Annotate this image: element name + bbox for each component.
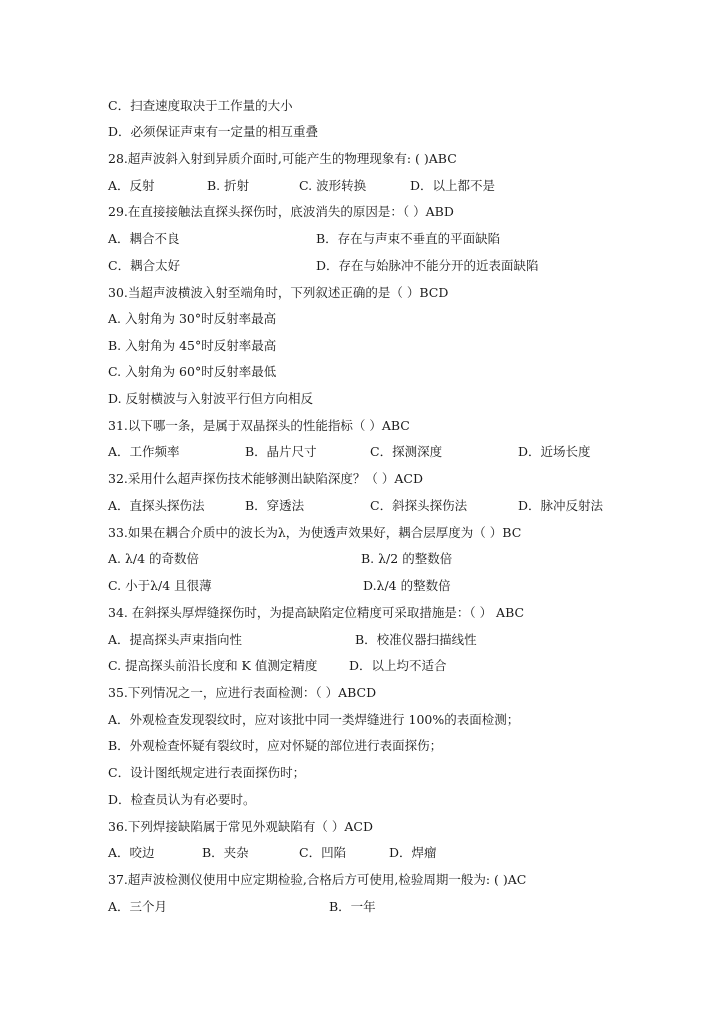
option-a: A．直探头探伤法: [108, 498, 205, 513]
option-line: D. 反射横波与入射波平行但方向相反: [108, 391, 314, 406]
option-line: C．设计图纸规定进行表面探伤时；: [108, 765, 306, 780]
option-c: C. 提高探头前沿长度和 K 值测定精度: [108, 658, 318, 673]
option-a: A．工作频率: [108, 444, 180, 459]
question-31: 31.以下哪一条，是属于双晶探头的性能指标（ ）ABC: [108, 418, 410, 433]
option-d: D．以上都不是: [410, 178, 496, 193]
option-b: B. 折射: [207, 178, 250, 193]
question-37: 37.超声波检测仪使用中应定期检验,合格后方可使用,检验周期一般为: ( )AC: [108, 872, 527, 887]
option-a: A．反射: [108, 178, 155, 193]
option-line: C．扫查速度取决于工作量的大小: [108, 98, 293, 113]
question-30: 30.当超声波横波入射至端角时，下列叙述正确的是（ ）BCD: [108, 285, 449, 300]
option-d: D．存在与始脉冲不能分开的近表面缺陷: [316, 258, 539, 273]
option-line: D．检查员认为有必要时。: [108, 792, 256, 807]
option-d: D.λ/4 的整数倍: [363, 578, 451, 593]
option-d: D．以上均不适合: [349, 658, 447, 673]
option-b: B．夹杂: [202, 845, 249, 860]
option-c: C．斜探头探伤法: [370, 498, 468, 513]
option-d: D．焊瘤: [389, 845, 437, 860]
option-c: C. 小于λ/4 且很薄: [108, 578, 212, 593]
option-a: A．咬边: [108, 845, 155, 860]
option-line: B. 入射角为 45°时反射率最高: [108, 338, 277, 353]
option-b: B. λ/2 的整数倍: [361, 551, 453, 566]
option-a: A．三个月: [108, 899, 168, 914]
option-b: B．校准仪器扫描线性: [355, 632, 477, 647]
option-c: C．探测深度: [370, 444, 443, 459]
question-36: 36.下列焊接缺陷属于常见外观缺陷有（ ）ACD: [108, 819, 373, 834]
option-line: D．必须保证声束有一定量的相互重叠: [108, 124, 319, 139]
option-d: D．脉冲反射法: [518, 498, 604, 513]
option-c: C．凹陷: [299, 845, 347, 860]
option-b: B．一年: [329, 899, 376, 914]
option-a: A．提高探头声束指向性: [108, 632, 243, 647]
option-c: C. 波形转换: [299, 178, 367, 193]
option-a: A．耦合不良: [108, 231, 180, 246]
option-b: B．穿透法: [245, 498, 305, 513]
option-d: D．近场长度: [518, 444, 591, 459]
question-32: 32.采用什么超声探伤技术能够测出缺陷深度？（ ）ACD: [108, 471, 423, 486]
question-35: 35.下列情况之一，应进行表面检测：（ ）ABCD: [108, 685, 377, 700]
option-line: C. 入射角为 60°时反射率最低: [108, 364, 277, 379]
option-line: B．外观检查怀疑有裂纹时，应对怀疑的部位进行表面探伤；: [108, 738, 443, 753]
option-c: C．耦合太好: [108, 258, 181, 273]
option-a: A. λ/4 的奇数倍: [108, 551, 200, 566]
question-29: 29.在直接接触法直探头探伤时，底波消失的原因是：（ ）ABD: [108, 204, 454, 219]
question-34: 34. 在斜探头厚焊缝探伤时，为提高缺陷定位精度可采取措施是：（ ） ABC: [108, 605, 525, 620]
option-line: A．外观检查发现裂纹时，应对该批中同一类焊缝进行 100%的表面检测；: [108, 712, 520, 727]
option-b: B．晶片尺寸: [245, 444, 317, 459]
option-line: A. 入射角为 30°时反射率最高: [108, 311, 277, 326]
option-b: B．存在与声束不垂直的平面缺陷: [316, 231, 501, 246]
question-33: 33.如果在耦合介质中的波长为λ，为使透声效果好，耦合层厚度为（ ）BC: [108, 525, 522, 540]
question-28: 28.超声波斜入射到异质介面时,可能产生的物理现象有: ( )ABC: [108, 151, 457, 166]
